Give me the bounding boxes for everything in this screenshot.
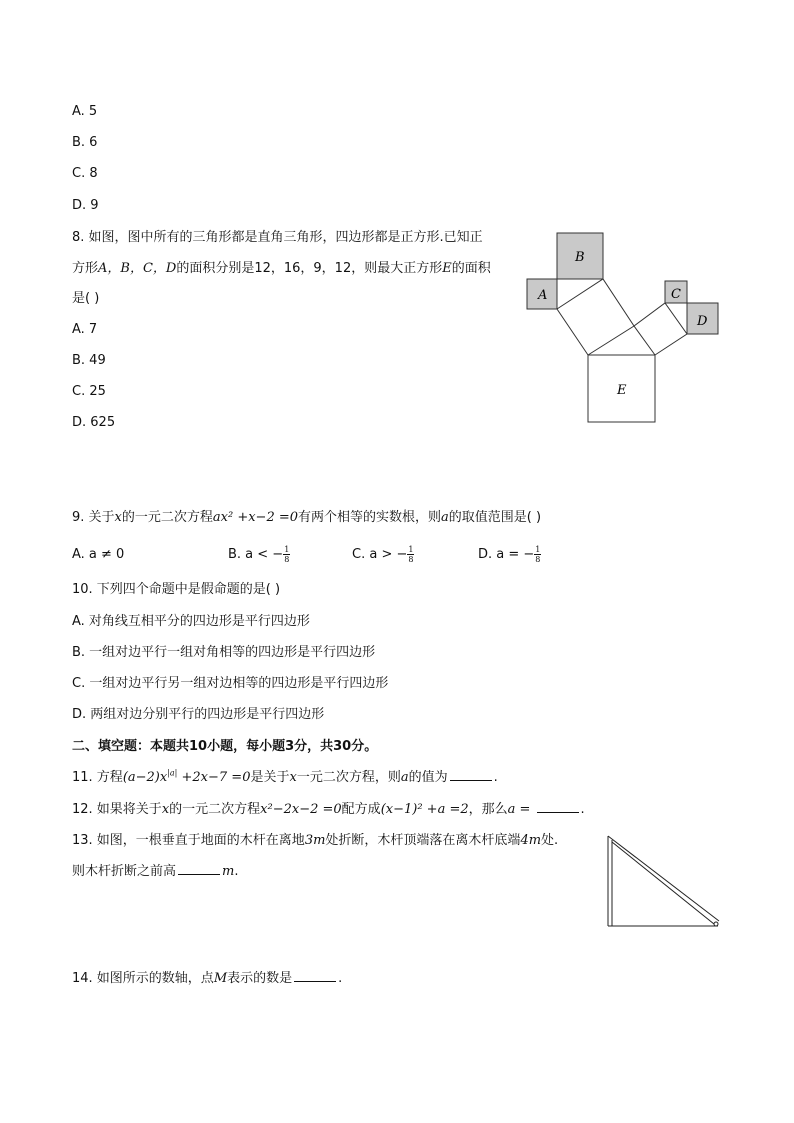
q13-broken-pole-figure [602,832,726,930]
q7-option-d: D. 9 [72,198,99,213]
q8-option-c: C. 25 [72,384,106,399]
q8-vars: A，B，C，D [98,261,177,276]
q8-text: 的面积 [451,261,491,276]
q14-end: . [338,971,343,986]
q9-text: 9. 关于 [72,510,115,525]
label-e: E [617,383,627,398]
q9-stem [72,508,541,528]
q13-stem-line1 [72,831,558,851]
frac-num: 1 [535,545,541,554]
q11-var-x: x [289,770,297,785]
q11-text: 是关于 [250,770,290,785]
q9-option-d [478,545,541,565]
q12-equation-3: a = [507,802,531,817]
q14-var-m: M [213,971,228,986]
q13-unit: m [222,864,235,879]
q12-equation-2: (x−1)² +a =2 [380,802,469,817]
q11-end: . [493,770,498,785]
q12-stem [72,799,585,820]
q8-stem-line1: 8. 如图，图中所有的三角形都是直角三角形，四边形都是正方形.已知正 [72,230,483,245]
frac-den: 8 [535,555,541,564]
frac-den: 8 [284,555,290,564]
q13-text: 处. [541,833,559,848]
q12-text: 12. 如果将关于 [72,802,162,817]
q11-exponent: |a| [167,768,178,778]
answer-blank[interactable] [450,767,492,781]
q10-option-a: A. 对角线互相平分的四边形是平行四边形 [72,614,310,629]
q12-var-x: x [161,802,170,817]
answer-blank[interactable] [537,799,579,813]
q8-stem-line2 [72,259,491,279]
fraction [407,545,414,564]
fallen-bottom-edge [612,842,714,924]
q13-text: 13. 如图，一根垂直于地面的木杆在离地 [72,833,305,848]
q11-text: 一元二次方程，则 [296,770,401,785]
frac-num: 1 [284,545,290,554]
q9-text: 有两个相等的实数根，则 [298,510,442,525]
q13-text: 则木杆折断之前高 [72,864,177,879]
q9-option-c [352,545,414,565]
q9-option-b [228,545,290,565]
q8-text: 的面积分别是12，16，9，12，则最大正方形 [176,261,443,276]
q10-option-b: B. 一组对边平行一组对角相等的四边形是平行四边形 [72,645,376,660]
frac-num: 1 [408,545,414,554]
q9-option-a: A. a ≠ 0 [72,547,125,562]
label-c: C [671,287,681,302]
q8-stem-line3: 是( ) [72,291,100,306]
fraction [534,545,541,564]
q9-option-c-text: C. a > − [352,547,408,562]
q13-end: . [234,864,239,879]
q9-text: 的一元二次方程 [121,510,213,525]
q14-text: 14. 如图所示的数轴，点 [72,971,214,986]
q9-var-a: a [441,510,449,525]
fallen-top-edge [608,836,719,921]
fraction [283,545,290,564]
q13-text: 处折断，木杆顶端落在离木杆底端 [325,833,521,848]
q9-option-d-text: D. a = − [478,547,535,562]
q8-var-e: E [442,261,452,276]
q9-text: 的取值范围是( ) [448,510,542,525]
q11-eq-a: (a−2)x [122,770,168,785]
q12-text: 的一元二次方程 [169,802,261,817]
q9-var-x: x [114,510,122,525]
answer-blank[interactable] [294,968,336,982]
answer-blank[interactable] [178,861,220,875]
q8-option-b: B. 49 [72,353,106,368]
q13-stem-line2 [72,861,238,882]
q12-text: 配方成 [341,802,381,817]
q9-option-b-text: B. a < − [228,547,284,562]
q11-var-a: a [400,770,409,785]
right-square [634,303,687,355]
q11-eq-b: +2x−7 =0 [177,770,251,785]
q11-equation [123,770,251,785]
label-d: D [697,314,708,329]
q13-value-1: 3m [304,833,326,848]
left-square [557,279,634,355]
q8-text: 方形 [72,261,99,276]
q14-stem [72,968,342,989]
q7-option-b: B. 6 [72,135,98,150]
q10-option-c: C. 一组对边平行另一组对边相等的四边形是平行四边形 [72,676,389,691]
q11-text: 的值为 [408,770,448,785]
q7-option-a: A. 5 [72,104,98,119]
q10-option-d: D. 两组对边分别平行的四边形是平行四边形 [72,707,325,722]
q10-stem: 10. 下列四个命题中是假命题的是( ) [72,582,281,597]
q12-end: . [580,802,585,817]
q11-stem [72,767,498,788]
label-b: B [575,250,585,265]
pole-tip [714,922,718,926]
q14-text: 表示的数是 [227,971,293,986]
q8-option-d: D. 625 [72,415,116,430]
q8-option-a: A. 7 [72,322,98,337]
q12-equation-1: x²−2x−2 =0 [260,802,342,817]
q7-option-c: C. 8 [72,166,98,181]
frac-den: 8 [408,555,414,564]
q8-squares-figure [522,228,722,428]
q9-equation: ax² +x−2 =0 [212,510,299,525]
section-title: 二、填空题：本题共10小题，每小题3分，共30分。 [72,739,378,754]
q13-value-2: 4m [520,833,542,848]
label-a: A [538,288,548,303]
q11-text: 11. 方程 [72,770,123,785]
q12-text: ，那么 [468,802,508,817]
